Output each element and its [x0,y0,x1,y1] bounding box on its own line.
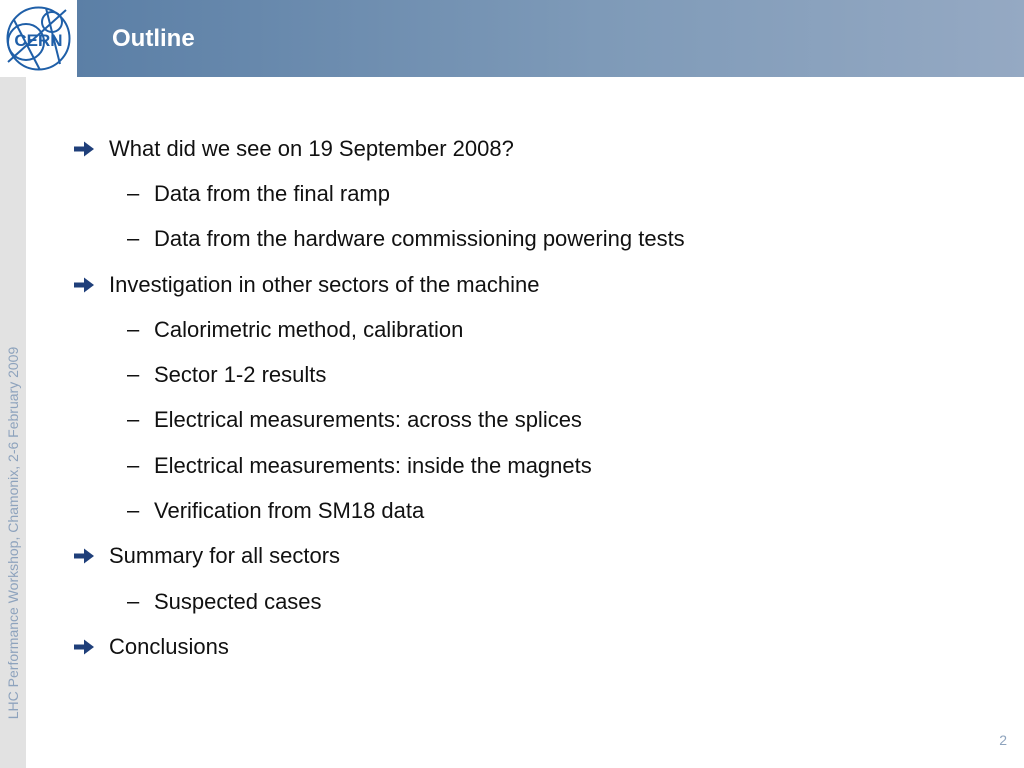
header-bar [77,0,1024,77]
outline-item-text: Summary for all sectors [109,543,341,569]
outline-subitem [70,217,685,262]
outline-item [70,624,685,669]
outline-item-text: Verification from SM18 data [154,498,425,524]
outline-subitem [70,352,685,397]
arrow-right-icon [73,140,95,158]
dash-icon: – [127,316,140,342]
dash-icon: – [127,497,140,523]
outline-subitem [70,307,685,352]
outline-item-text: Suspected cases [154,588,322,614]
outline-item-text: What did we see on 19 September 2008? [109,135,514,161]
outline-item-text: Sector 1-2 results [154,362,327,388]
outline-item [70,534,685,579]
outline-item-text: Investigation in other sectors of the machine [109,271,540,297]
dash-icon: – [127,361,140,387]
outline-item [70,262,685,307]
arrow-right-icon [73,276,95,294]
outline-item-text: Conclusions [109,633,229,659]
page-number: 2 [999,732,1007,748]
logo-text: CERN [14,31,63,50]
outline-subitem [70,171,685,216]
dash-icon: – [127,180,140,206]
dash-icon: – [127,406,140,432]
outline-list [70,126,685,670]
outline-subitem [70,579,685,624]
outline-item-text: Electrical measurements: across the splices [154,407,582,433]
outline-item-text: Calorimetric method, calibration [154,316,464,342]
arrow-right-icon [73,547,95,565]
cern-logo [0,0,77,77]
outline-item-text: Electrical measurements: inside the magnets [154,452,592,478]
outline-subitem [70,488,685,533]
outline-item-text: Data from the final ramp [154,180,390,206]
dash-icon: – [127,588,140,614]
dash-icon: – [127,452,140,478]
outline-subitem [70,443,685,488]
arrow-right-icon [73,638,95,656]
outline-item [70,126,685,171]
slide-title: Outline [112,25,195,52]
event-footer-text: LHC Performance Workshop, Chamonix, 2-6 February 2009 [5,346,21,720]
dash-icon: – [127,225,140,251]
outline-item-text: Data from the hardware commissioning powering tests [154,226,685,252]
cern-logo-icon [0,0,77,77]
outline-subitem [70,398,685,443]
